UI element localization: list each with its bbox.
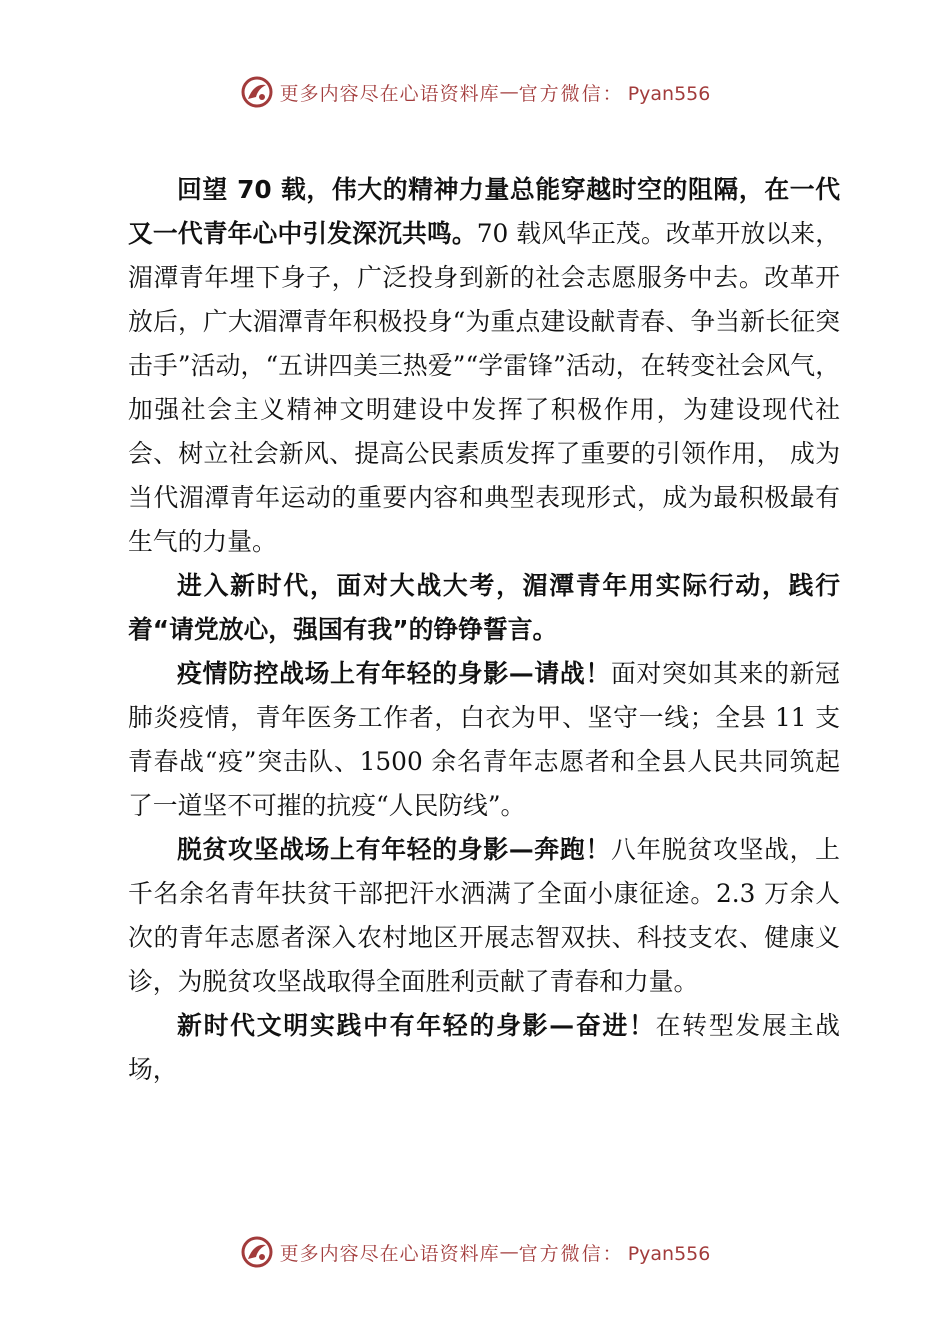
header-banner: [0, 72, 950, 112]
paragraph: [128, 652, 840, 828]
footer-banner-text: 更多内容尽在心语资料库: [279, 1242, 500, 1265]
paragraph: [128, 168, 840, 564]
header-banner-text: 更多内容尽在心语资料库: [279, 82, 500, 105]
header-separator: —: [499, 81, 519, 103]
footer-wechat: [519, 1239, 711, 1266]
header-wechat: [519, 79, 711, 106]
paragraph-lead: 回望 70 载，伟大的精神力量总能穿越时空的阻隔，在一代又一代青年心中引发深沉共鸣。: [128, 175, 840, 248]
footer-banner: [0, 1232, 950, 1272]
document-body: [128, 168, 840, 1092]
paragraph-lead: 新时代文明实践中有年轻的身影—奋进！: [177, 1011, 656, 1040]
paragraph: [128, 564, 840, 652]
logo-icon: [240, 1235, 274, 1269]
paragraph-lead: 脱贫攻坚战场上有年轻的身影—奔跑！: [177, 835, 611, 864]
paragraph-lead: 疫情防控战场上有年轻的身影—请战！: [177, 659, 611, 688]
logo-icon: [240, 75, 274, 109]
paragraph-body: 面对突如其来的新冠肺炎疫情，青年医务工作者，白衣为甲、坚守一线；全县 11 支青春战“疫”突击队、1500 余名青年志愿者和全县人民共同筑起了一道坚不可摧的抗疫“人民防线”。: [128, 659, 840, 820]
footer-separator: —: [499, 1241, 519, 1263]
paragraph-body: 70 载风华正茂。改革开放以来，湄潭青年埋下身子，广泛投身到新的社会志愿服务中去。改革开放后，广大湄潭青年积极投身“为重点建设献青春、争当新长征突击手”活动，“五讲四美三热爱”“学雷锋”活动，在转变社会风气，加强社会主义精神文明建设中发挥了积极作用，为建设现代社会、树立社会新风、提高公民素质发挥了重要的引领作用， 成为当代湄潭青年运动的重要内容和典型表现形式，成为最积极最有生气的力量。: [128, 219, 840, 556]
paragraph-body: 在转型发展主战场，: [128, 1011, 840, 1084]
header-wechat-label: 官方微信：: [518, 82, 624, 105]
paragraph: [128, 828, 840, 1004]
footer-wechat-id: Pyan556: [627, 1242, 711, 1265]
paragraph: [128, 1004, 840, 1092]
header-wechat-id: Pyan556: [627, 82, 711, 105]
footer-wechat-label: 官方微信：: [518, 1242, 624, 1265]
paragraph-lead: 进入新时代，面对大战大考，湄潭青年用实际行动，践行着“请党放心，强国有我”的铮铮誓言。: [128, 571, 840, 644]
paragraph-body: 八年脱贫攻坚战，上千名余名青年扶贫干部把汗水洒满了全面小康征途。2.3 万余人次的青年志愿者深入农村地区开展志智双扶、科技支农、健康义诊，为脱贫攻坚战取得全面胜利贡献了青春和力量。: [128, 835, 840, 996]
